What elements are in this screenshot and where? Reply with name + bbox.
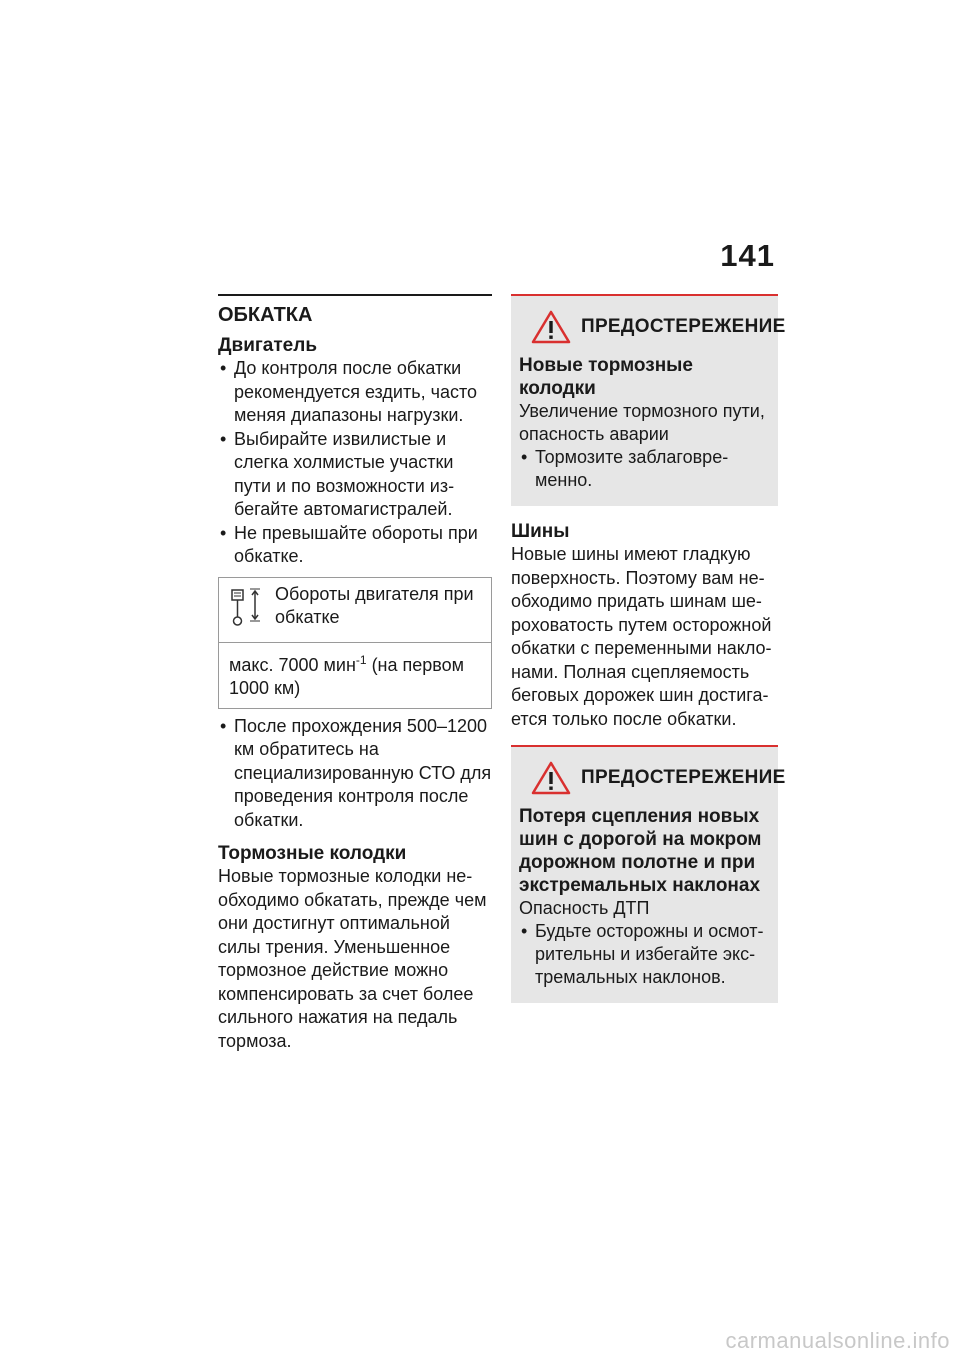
list-item: • После прохождения 500–1200 км обратитесь на специализированную СТО для проведения контроля после обкатки. [220, 715, 492, 830]
list-item: • Выбирайте извилистые и слегка холмистые участки пути и по возможности из-бегайте автомагистралей. [220, 428, 455, 519]
brake-text: Новые тормозные колодки не-обходимо обкатать, прежде чем они достигнут оптимальной силы трения. Уменьшенное тормозное действие можно компенсировать за счет более сильного нажатия на педаль тормоза. [218, 866, 487, 1051]
warning-header [519, 761, 786, 795]
warning-triangle-icon [531, 310, 571, 344]
engine-speed-icon [229, 583, 265, 636]
engine-bullet-list [218, 357, 492, 569]
warning-text: Увеличение тормозного пути, опасность аварии [519, 401, 765, 444]
warning-label: ПРЕДОСТЕРЕЖЕНИЕ [581, 316, 786, 337]
warning-subtitle: Потеря сцепления новых шин с дорогой на мокром дорожном полотне и при экстремальных наклонах [519, 806, 762, 896]
brake-heading: Тормозные колодки [218, 843, 407, 864]
right-column [511, 294, 786, 1017]
warning-bullet-list [519, 920, 768, 989]
tires-heading: Шины [511, 521, 570, 542]
warning-box [511, 745, 786, 1003]
after-bullet-list [218, 715, 492, 833]
warning-box [511, 294, 786, 506]
spec-table [218, 577, 492, 709]
page-number: 141 [720, 238, 775, 273]
list-item: • Не превышайте обороты при обкатке. [220, 522, 478, 566]
warning-subtitle: Новые тормозные колодки [519, 355, 693, 399]
spec-table-header [219, 578, 491, 643]
spec-table-value: макс. 7000 мин$^{-1}$ (на первом 1000 км) [229, 652, 465, 698]
warning-label: ПРЕДОСТЕРЕЖЕНИЕ [581, 767, 786, 788]
spec-table-title: Обороты двигателя при обкатке [275, 583, 474, 627]
list-item: • До контроля после обкатки рекомендуется ездить, часто меняя диапазоны нагрузки. [220, 358, 478, 425]
watermark: carmanualsonline.info [725, 1328, 950, 1353]
left-column [218, 294, 492, 1053]
warning-header [519, 310, 786, 344]
warning-triangle-icon [531, 761, 571, 795]
warning-text: Опасность ДТП [519, 898, 650, 918]
tires-text: Новые шины имеют гладкую поверхность. Поэтому вам не-обходимо придать шинам ше-роховатость путем осторожной обкатки с переменными накло-нами. Полная сцепляемость беговых дорожек шин достига-ется только после обкатки. [511, 544, 772, 729]
warning-bullet-list [519, 446, 768, 492]
list-item: • Будьте осторожны и осмот-рительны и избегайте экс-тремальных наклонов. [521, 921, 764, 987]
section-title: ОБКАТКА [218, 294, 492, 328]
list-item: • Тормозите заблаговре-менно. [521, 447, 729, 490]
engine-heading: Двигатель [218, 335, 317, 356]
